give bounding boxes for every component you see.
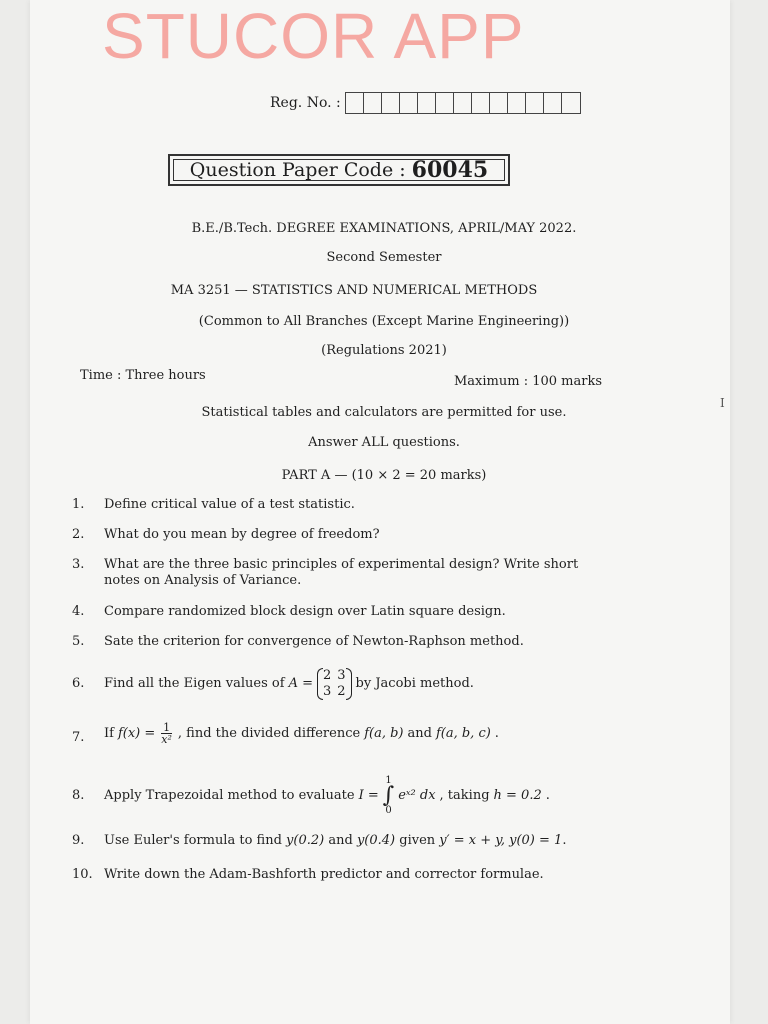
reg-digit-box [544,93,562,113]
regulations: (Regulations 2021) [321,343,447,358]
watermark-text: STUCOR APP [102,0,525,72]
reg-digit-box [490,93,508,113]
reg-digit-box [400,93,418,113]
reg-digit-box [454,93,472,113]
reg-label: Reg. No. : [270,95,341,111]
part-a-heading: PART A — (10 × 2 = 20 marks) [281,468,487,483]
reg-digit-box [436,93,454,113]
question-paper-code: 60045 [411,157,489,183]
exam-title: B.E./B.Tech. DEGREE EXAMINATIONS, APRIL/MAY 2022. [191,221,577,236]
question-6: 6. Find all the Eigen values of A = 2 3 3 2 by Jacobi method. [72,668,474,699]
reg-digit-box [508,93,526,113]
q6-matrix: 2 3 3 2 [317,668,352,700]
reg-digit-box [472,93,490,113]
question-8: 8. Apply Trapezoidal method to evaluate I = 1 ∫ 0 eˣ² dx , taking h = 0.2 . [72,775,550,816]
q7-fraction: $\frac{1}{\text{x²}}$ [161,721,172,746]
course-title: MA 3251 — STATISTICS AND NUMERICAL METHODS [170,283,538,298]
permitted-note: Statistical tables and calculators are permitted for use. [201,405,567,420]
answer-all: Answer ALL questions. [308,435,460,450]
time-allowed: Time : Three hours [80,368,206,383]
question-paper-code-label: Question Paper Code : [189,159,406,181]
question-paper-code-box [168,154,510,186]
reg-number-field [270,92,581,114]
integral-symbol: 1 ∫ 0 [382,775,395,816]
q6-variable: A = [288,676,313,691]
maximum-marks: Maximum : 100 marks [454,374,603,389]
reg-digit-box [562,93,580,113]
reg-digit-box [418,93,436,113]
reg-digit-box [346,93,364,113]
reg-digit-box [382,93,400,113]
edge-mark: I [720,396,725,410]
common-note: (Common to All Branches (Except Marine Engineering)) [198,314,570,329]
reg-digit-box [526,93,544,113]
reg-digit-box [364,93,382,113]
question-7: 7. If f(x) = $\frac{1}{\text{x²}}$ , find the divided difference f(a, b) and f(a, b, c) . [72,721,499,746]
semester: Second Semester [326,250,442,265]
reg-number-boxes [345,92,581,114]
